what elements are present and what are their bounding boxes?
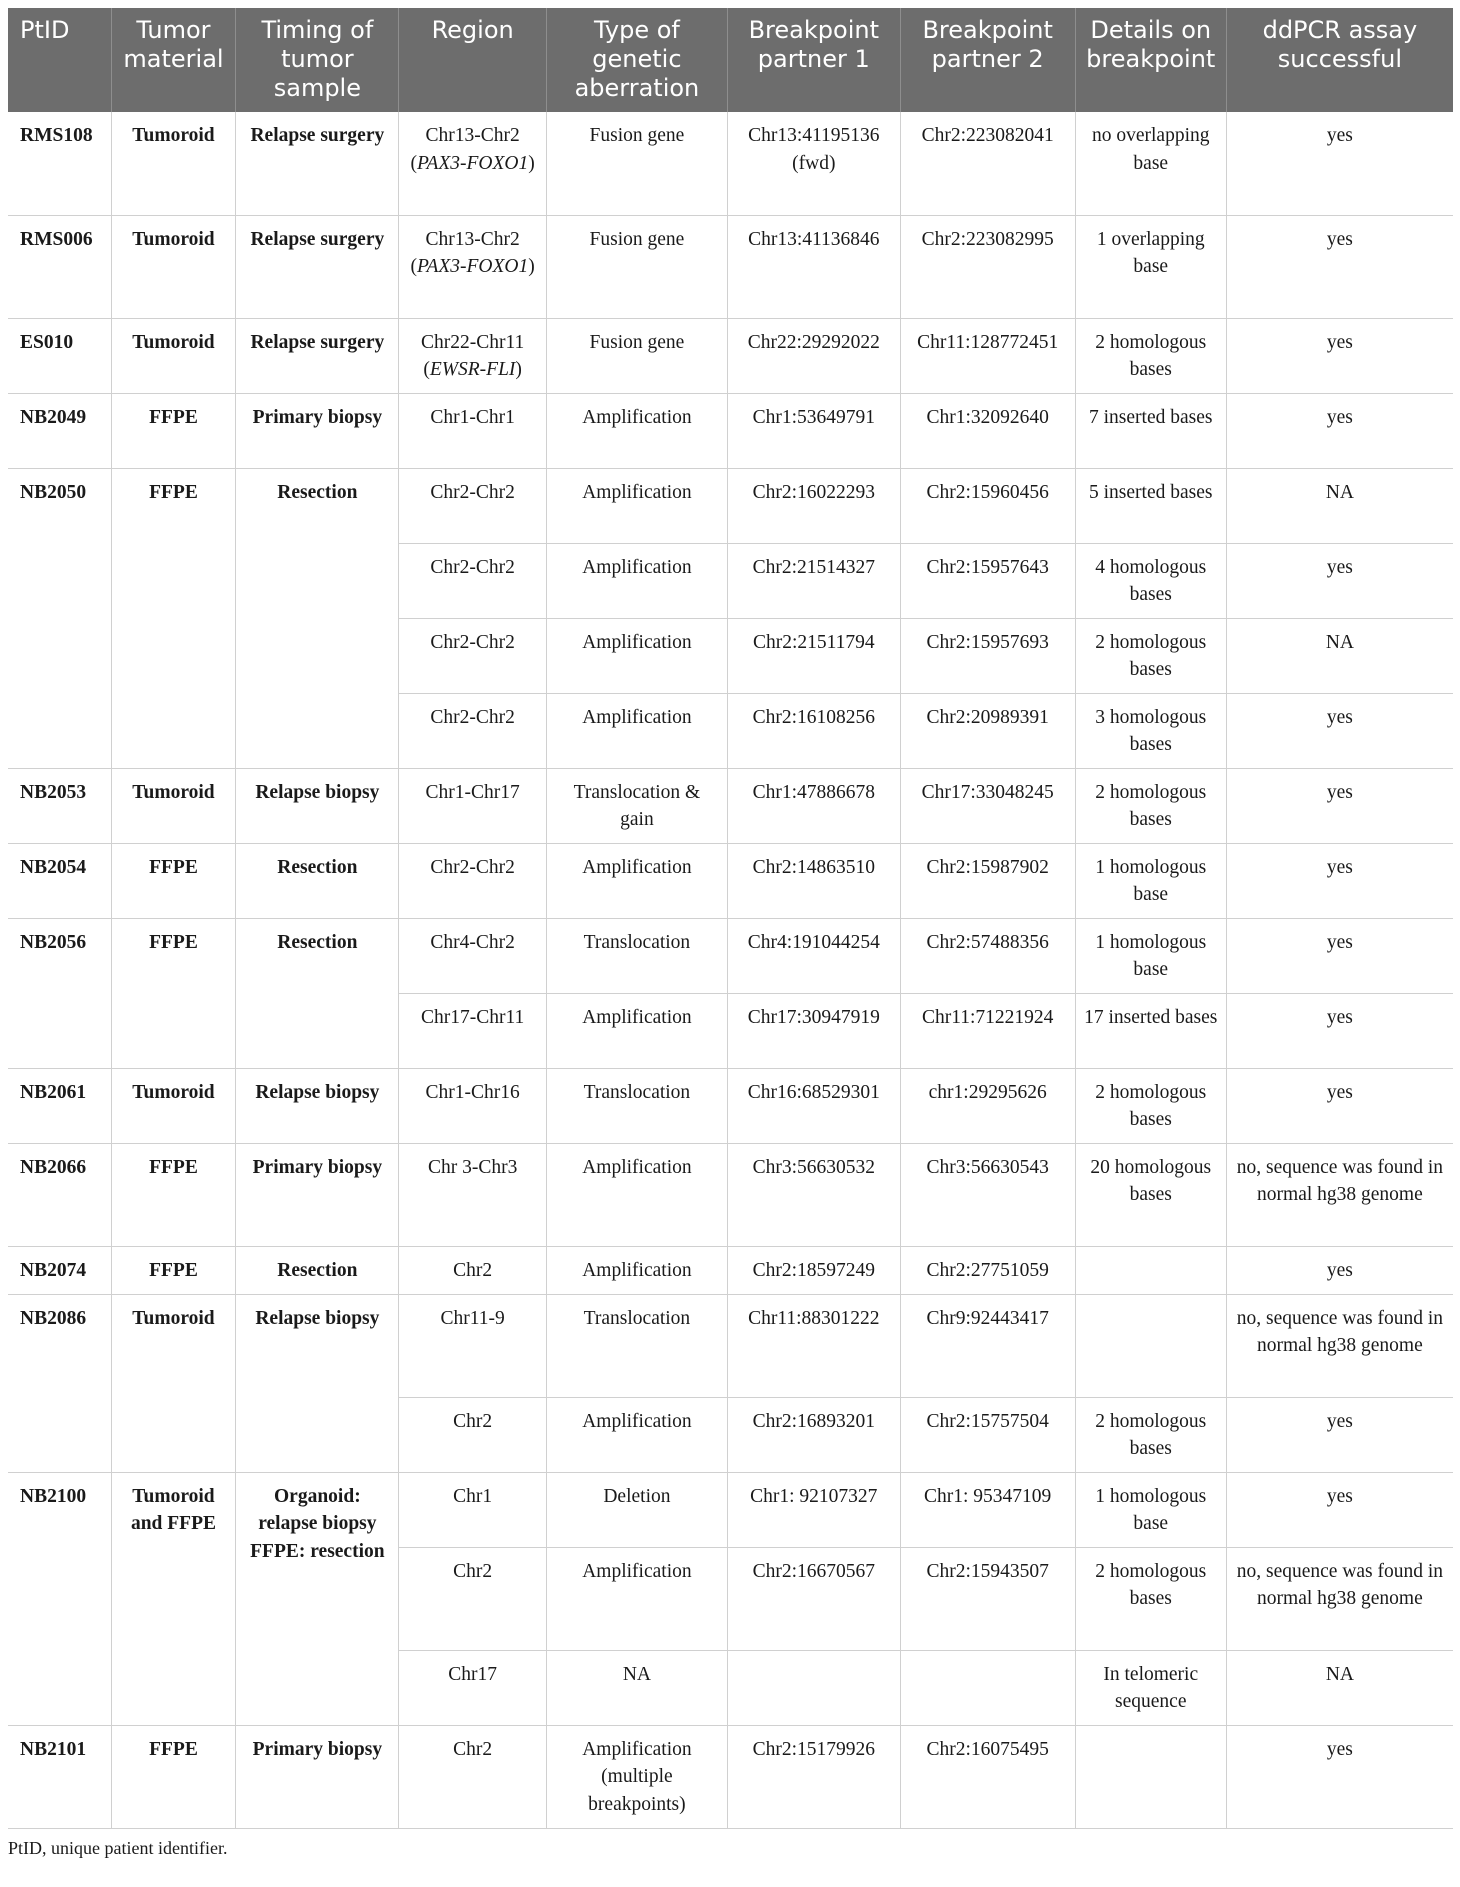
breakpoint-partner-1-cell: Chr2:21511794	[727, 618, 900, 693]
breakpoint-details-cell: 7 inserted bases	[1075, 393, 1226, 468]
breakpoint-details-cell: no overlapping base	[1075, 112, 1226, 215]
aberration-type-cell: Amplification	[546, 468, 727, 543]
timing-cell: Resection	[236, 1246, 399, 1294]
ddpcr-success-cell: yes	[1226, 112, 1453, 215]
ddpcr-success-cell: NA	[1226, 618, 1453, 693]
fusion-gene-label: PAX3-FOXO1	[417, 152, 529, 174]
ddpcr-success-cell: yes	[1226, 1472, 1453, 1547]
region-label: Chr2-Chr2	[430, 631, 515, 653]
table-row	[8, 1294, 1453, 1397]
ptid-cell: NB2054	[8, 843, 111, 918]
breakpoint-details-cell: 1 homologous base	[1075, 1472, 1226, 1547]
region-cell: Chr13-Chr2 (PAX3-FOXO1)	[399, 215, 546, 318]
tumor-material-cell: Tumoroid and FFPE	[111, 1472, 236, 1725]
breakpoint-partner-1-cell: Chr1:53649791	[727, 393, 900, 468]
aberration-type-cell: Fusion gene	[546, 112, 727, 215]
breakpoint-details-cell: 4 homologous bases	[1075, 543, 1226, 618]
header-breakpoint-details: Details on breakpoint	[1075, 8, 1226, 112]
ptid-cell: RMS108	[8, 112, 111, 215]
breakpoint-partner-2-cell: Chr2:15757504	[900, 1397, 1075, 1472]
tumor-material-cell: Tumoroid	[111, 112, 236, 215]
region-cell	[399, 618, 546, 693]
breakpoint-partner-1-cell: Chr2:21514327	[727, 543, 900, 618]
region-label: Chr 3-Chr3	[427, 1156, 518, 1178]
breakpoint-details-cell: 20 homologous bases	[1075, 1143, 1226, 1246]
region-cell	[399, 693, 546, 768]
breakpoint-partner-2-cell: Chr2:15957693	[900, 618, 1075, 693]
breakpoint-partner-2-cell: Chr2:223082995	[900, 215, 1075, 318]
timing-cell: Relapse surgery	[236, 112, 399, 215]
timing-cell: Relapse biopsy	[236, 768, 399, 843]
breakpoint-partner-2-cell	[900, 1650, 1075, 1725]
table-row	[8, 112, 1453, 215]
region-label: Chr17	[448, 1663, 498, 1685]
table-row	[8, 1246, 1453, 1294]
aberration-type-cell: Amplification	[546, 393, 727, 468]
region-cell	[399, 543, 546, 618]
region-cell	[399, 1068, 546, 1143]
region-cell	[399, 1472, 546, 1547]
aberration-type-cell: Amplification	[546, 843, 727, 918]
tumor-material-cell: FFPE	[111, 468, 236, 768]
aberration-type-cell: Amplification	[546, 993, 727, 1068]
timing-cell: Primary biopsy	[236, 393, 399, 468]
region-label: Chr2	[453, 1560, 493, 1582]
ptid-cell: ES010	[8, 318, 111, 393]
breakpoint-partner-1-cell: Chr16:68529301	[727, 1068, 900, 1143]
breakpoint-partner-1-cell: Chr2:16670567	[727, 1547, 900, 1650]
ddpcr-success-cell: yes	[1226, 1246, 1453, 1294]
breakpoint-details-cell: 2 homologous bases	[1075, 1068, 1226, 1143]
region-cell	[399, 468, 546, 543]
breakpoint-partner-2-cell: Chr11:128772451	[900, 318, 1075, 393]
region-cell	[399, 918, 546, 993]
header-ddpcr-success: ddPCR assay successful	[1226, 8, 1453, 112]
table-row	[8, 1472, 1453, 1547]
breakpoint-partner-2-cell: Chr17:33048245	[900, 768, 1075, 843]
breakpoint-partner-1-cell: Chr2:15179926	[727, 1725, 900, 1828]
aberration-type-cell: Amplification	[546, 1547, 727, 1650]
breakpoint-details-cell	[1075, 1246, 1226, 1294]
ptid-cell: NB2053	[8, 768, 111, 843]
region-cell	[399, 843, 546, 918]
breakpoint-partner-2-cell: chr1:29295626	[900, 1068, 1075, 1143]
ddpcr-success-cell: yes	[1226, 918, 1453, 993]
ddpcr-success-cell: no, sequence was found in normal hg38 genome	[1226, 1294, 1453, 1397]
table-row	[8, 1143, 1453, 1246]
aberration-type-cell: Fusion gene	[546, 215, 727, 318]
ptid-cell: NB2050	[8, 468, 111, 768]
timing-cell: Relapse surgery	[236, 215, 399, 318]
breakpoint-partner-1-cell	[727, 1650, 900, 1725]
breakpoint-details-cell: In telomeric sequence	[1075, 1650, 1226, 1725]
header-region: Region	[399, 8, 546, 112]
breakpoint-partner-2-cell: Chr2:223082041	[900, 112, 1075, 215]
timing-cell: Resection	[236, 918, 399, 1068]
aberration-type-cell: Translocation	[546, 1294, 727, 1397]
timing-cell: Resection	[236, 843, 399, 918]
header-tumor-material: Tumor material	[111, 8, 236, 112]
fusion-gene-label: EWSR-FLI	[429, 359, 516, 380]
breakpoint-details-cell: 1 overlapping base	[1075, 215, 1226, 318]
region-label: Chr1	[453, 1485, 493, 1507]
ptid-cell: RMS006	[8, 215, 111, 318]
aberration-type-cell: NA	[546, 1650, 727, 1725]
ddpcr-success-cell: yes	[1226, 1725, 1453, 1828]
breakpoint-partner-1-cell: Chr2:18597249	[727, 1246, 900, 1294]
breakpoint-details-cell: 3 homologous bases	[1075, 693, 1226, 768]
breakpoint-partner-1-cell: Chr11:88301222	[727, 1294, 900, 1397]
breakpoint-partner-1-cell: Chr2:16108256	[727, 693, 900, 768]
breakpoint-details-cell: 2 homologous bases	[1075, 318, 1226, 393]
breakpoint-details-cell: 1 homologous base	[1075, 918, 1226, 993]
region-label: Chr13-Chr2	[425, 228, 520, 250]
ddpcr-success-cell: yes	[1226, 768, 1453, 843]
breakpoint-details-cell	[1075, 1725, 1226, 1828]
ptid-cell: NB2074	[8, 1246, 111, 1294]
region-label: Chr22-Chr11	[421, 331, 525, 353]
region-cell	[399, 768, 546, 843]
region-cell	[399, 1397, 546, 1472]
breakpoint-partner-1-cell: Chr13:41136846	[727, 215, 900, 318]
aberration-type-cell: Amplification	[546, 1143, 727, 1246]
aberration-type-cell: Translocation	[546, 918, 727, 993]
header-timing: Timing of tumor sample	[236, 8, 399, 112]
tumor-material-cell: Tumoroid	[111, 1068, 236, 1143]
table-row	[8, 843, 1453, 918]
region-cell	[399, 1650, 546, 1725]
aberration-type-cell: Amplification	[546, 1246, 727, 1294]
ddpcr-success-cell: yes	[1226, 1397, 1453, 1472]
timing-cell: Primary biopsy	[236, 1725, 399, 1828]
region-cell: Chr22-Chr11 (EWSR-FLI)	[399, 318, 546, 393]
aberration-type-cell: Deletion	[546, 1472, 727, 1547]
breakpoint-partner-2-cell: Chr3:56630543	[900, 1143, 1075, 1246]
tumor-material-cell: FFPE	[111, 918, 236, 1068]
breakpoint-partner-2-cell: Chr11:71221924	[900, 993, 1075, 1068]
region-label: Chr1-Chr16	[425, 1081, 520, 1103]
aberration-type-cell: Translocation	[546, 1068, 727, 1143]
aberration-type-cell: Amplification	[546, 618, 727, 693]
region-label: Chr2-Chr2	[430, 856, 515, 878]
timing-cell: Primary biopsy	[236, 1143, 399, 1246]
breakpoint-partner-2-cell: Chr1:32092640	[900, 393, 1075, 468]
aberration-type-cell: Amplification (multiple breakpoints)	[546, 1725, 727, 1828]
region-cell	[399, 1294, 546, 1397]
breakpoint-partner-2-cell: Chr2:16075495	[900, 1725, 1075, 1828]
region-cell	[399, 1547, 546, 1650]
header-ptid: PtID	[8, 8, 111, 112]
ptid-cell: NB2101	[8, 1725, 111, 1828]
breakpoint-partner-2-cell: Chr2:20989391	[900, 693, 1075, 768]
header-breakpoint-partner-1: Breakpoint partner 1	[727, 8, 900, 112]
breakpoint-partner-2-cell: Chr2:15943507	[900, 1547, 1075, 1650]
region-cell	[399, 1246, 546, 1294]
breakpoint-details-cell	[1075, 1294, 1226, 1397]
ddpcr-success-cell: no, sequence was found in normal hg38 genome	[1226, 1143, 1453, 1246]
region-cell	[399, 993, 546, 1068]
table-row	[8, 215, 1453, 318]
ddpcr-success-cell: yes	[1226, 543, 1453, 618]
table-container	[8, 8, 1453, 1859]
region-label: Chr17-Chr11	[421, 1006, 525, 1028]
breakpoint-details-cell: 1 homologous base	[1075, 843, 1226, 918]
ddpcr-success-cell: yes	[1226, 215, 1453, 318]
region-cell: Chr13-Chr2 (PAX3-FOXO1)	[399, 112, 546, 215]
breakpoint-partner-2-cell: Chr2:15960456	[900, 468, 1075, 543]
region-label: Chr2-Chr2	[430, 706, 515, 728]
timing-cell: Relapse surgery	[236, 318, 399, 393]
ddpcr-success-cell: yes	[1226, 693, 1453, 768]
breakpoint-partner-1-cell: Chr2:16893201	[727, 1397, 900, 1472]
tumor-material-cell: FFPE	[111, 1143, 236, 1246]
region-label: Chr2	[453, 1738, 493, 1760]
table-row	[8, 918, 1453, 993]
table-row	[8, 768, 1453, 843]
ddpcr-success-cell: no, sequence was found in normal hg38 genome	[1226, 1547, 1453, 1650]
breakpoint-partner-2-cell: Chr1: 95347109	[900, 1472, 1075, 1547]
ptid-cell: NB2100	[8, 1472, 111, 1725]
table-row	[8, 468, 1453, 543]
table-row	[8, 393, 1453, 468]
tumor-material-cell: FFPE	[111, 843, 236, 918]
tumor-material-cell: Tumoroid	[111, 768, 236, 843]
breakpoint-partner-2-cell: Chr2:15987902	[900, 843, 1075, 918]
aberration-type-cell: Fusion gene	[546, 318, 727, 393]
region-label: Chr2-Chr2	[430, 556, 515, 578]
timing-cell: Organoid: relapse biopsy FFPE: resection	[236, 1472, 399, 1725]
region-label: Chr13-Chr2	[425, 125, 520, 146]
header-breakpoint-partner-2: Breakpoint partner 2	[900, 8, 1075, 112]
table-footnote: PtID, unique patient identifier.	[8, 1837, 228, 1858]
region-label: Chr2-Chr2	[430, 481, 515, 503]
ddpcr-success-cell: NA	[1226, 1650, 1453, 1725]
table-row	[8, 1725, 1453, 1828]
tumor-material-cell: FFPE	[111, 393, 236, 468]
table-body	[8, 112, 1453, 1828]
breakpoint-details-cell: 2 homologous bases	[1075, 1547, 1226, 1650]
breakpoint-partner-2-cell: Chr2:57488356	[900, 918, 1075, 993]
aberration-type-cell: Amplification	[546, 1397, 727, 1472]
ptid-cell: NB2061	[8, 1068, 111, 1143]
region-cell	[399, 1725, 546, 1828]
region-label: Chr4-Chr2	[430, 931, 515, 953]
aberration-type-cell: Amplification	[546, 543, 727, 618]
ddpcr-success-cell: yes	[1226, 1068, 1453, 1143]
breakpoint-partner-1-cell: Chr2:16022293	[727, 468, 900, 543]
header-row	[8, 8, 1453, 112]
breakpoint-partner-1-cell: Chr2:14863510	[727, 843, 900, 918]
timing-cell: Resection	[236, 468, 399, 768]
region-cell	[399, 393, 546, 468]
breakpoint-details-cell: 17 inserted bases	[1075, 993, 1226, 1068]
breakpoint-partner-1-cell: Chr13:41195136 (fwd)	[727, 112, 900, 215]
ddpcr-success-cell: NA	[1226, 468, 1453, 543]
tumor-material-cell: Tumoroid	[111, 1294, 236, 1472]
header-aberration-type: Type of genetic aberration	[546, 8, 727, 112]
ddpcr-success-cell: yes	[1226, 318, 1453, 393]
ptid-cell: NB2056	[8, 918, 111, 1068]
region-label: Chr11-9	[440, 1307, 505, 1329]
region-cell	[399, 1143, 546, 1246]
region-label: Chr1-Chr1	[430, 406, 515, 428]
tumor-material-cell: Tumoroid	[111, 318, 236, 393]
breakpoint-table	[8, 8, 1453, 1829]
breakpoint-partner-1-cell: Chr1:47886678	[727, 768, 900, 843]
breakpoint-details-cell: 2 homologous bases	[1075, 618, 1226, 693]
ddpcr-success-cell: yes	[1226, 843, 1453, 918]
tumor-material-cell: Tumoroid	[111, 215, 236, 318]
region-label: Chr2	[453, 1259, 493, 1281]
breakpoint-details-cell: 5 inserted bases	[1075, 468, 1226, 543]
breakpoint-details-cell: 2 homologous bases	[1075, 1397, 1226, 1472]
breakpoint-partner-2-cell: Chr2:27751059	[900, 1246, 1075, 1294]
ptid-cell: NB2066	[8, 1143, 111, 1246]
region-label: Chr2	[453, 1410, 493, 1432]
tumor-material-cell: FFPE	[111, 1725, 236, 1828]
breakpoint-partner-1-cell: Chr22:29292022	[727, 318, 900, 393]
timing-cell: Relapse biopsy	[236, 1068, 399, 1143]
table-row	[8, 318, 1453, 393]
breakpoint-partner-1-cell: Chr4:191044254	[727, 918, 900, 993]
ptid-cell: NB2086	[8, 1294, 111, 1472]
breakpoint-partner-1-cell: Chr17:30947919	[727, 993, 900, 1068]
breakpoint-partner-2-cell: Chr2:15957643	[900, 543, 1075, 618]
timing-cell: Relapse biopsy	[236, 1294, 399, 1472]
tumor-material-cell: FFPE	[111, 1246, 236, 1294]
ptid-cell: NB2049	[8, 393, 111, 468]
aberration-type-cell: Amplification	[546, 693, 727, 768]
breakpoint-partner-1-cell: Chr3:56630532	[727, 1143, 900, 1246]
fusion-gene-label: PAX3-FOXO1	[417, 256, 529, 277]
breakpoint-partner-1-cell: Chr1: 92107327	[727, 1472, 900, 1547]
ddpcr-success-cell: yes	[1226, 393, 1453, 468]
breakpoint-partner-2-cell: Chr9:92443417	[900, 1294, 1075, 1397]
region-label: Chr1-Chr17	[425, 781, 520, 803]
ddpcr-success-cell: yes	[1226, 993, 1453, 1068]
table-row	[8, 1068, 1453, 1143]
breakpoint-details-cell: 2 homologous bases	[1075, 768, 1226, 843]
aberration-type-cell: Translocation & gain	[546, 768, 727, 843]
